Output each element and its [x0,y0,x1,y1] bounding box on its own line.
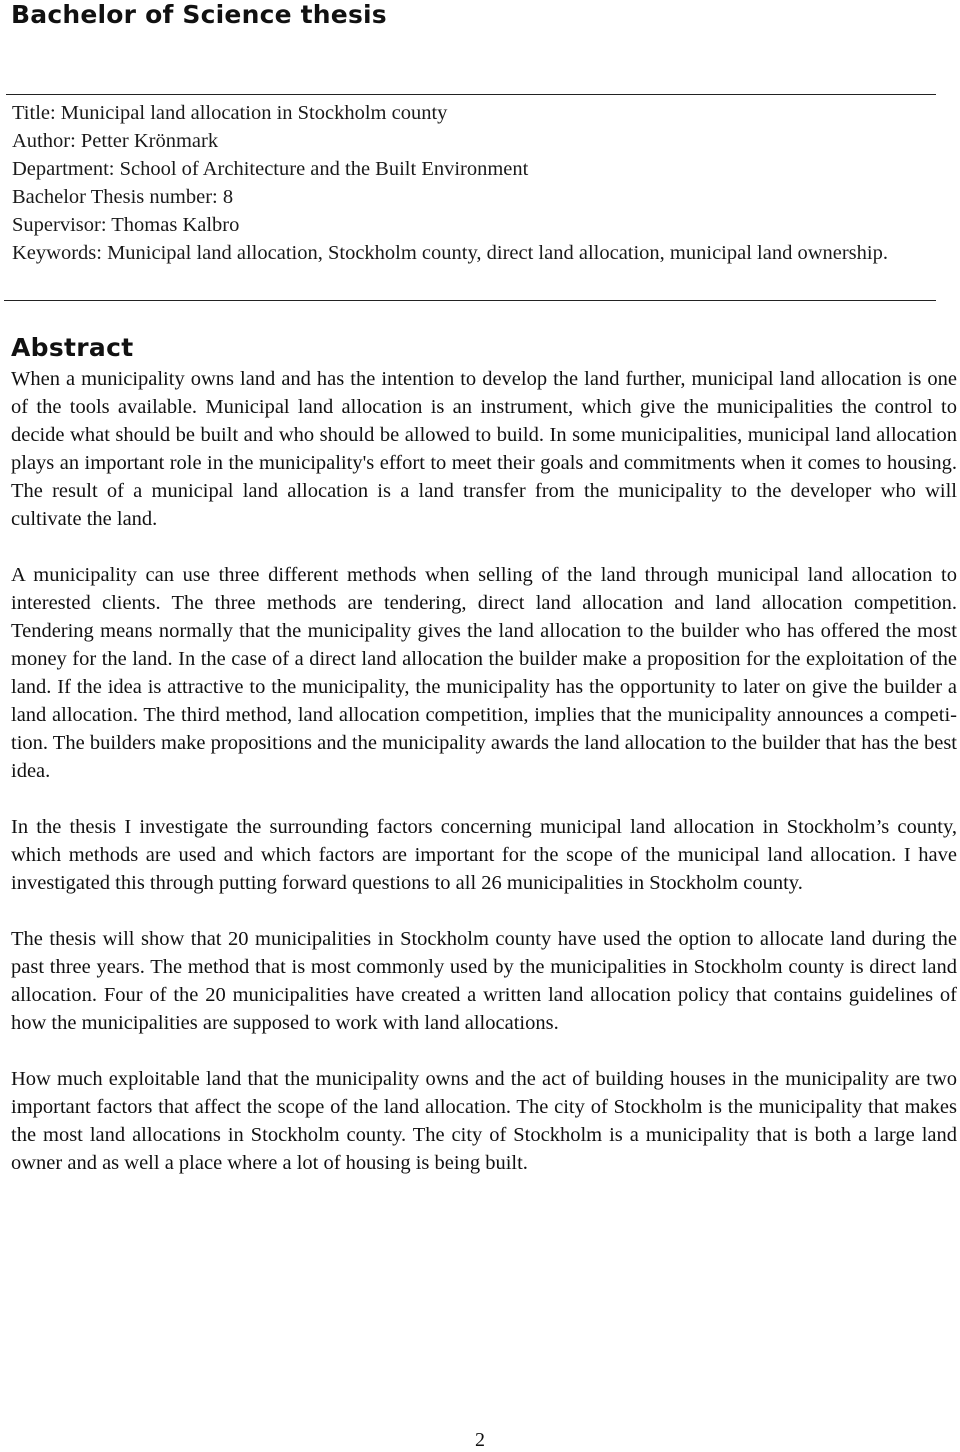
thesis-metadata [12,99,912,267]
meta-supervisor: Supervisor: Thomas Kalbro [12,214,240,236]
page-number: 2 [475,1429,485,1451]
abstract-body [11,365,957,1205]
meta-keywords: Keywords: Municipal land allocation, Stockholm county, direct land allocation, municipal land ownership. [12,242,888,264]
abstract-paragraph: How much exploitable land that the municipality owns and the act of building houses in the municipality are two important factors that affect the scope of the land allocation. The city of Stockholm is the municipality that makes the most land allocations in Stockholm county. The city of Stockholm is a municipality that is both a large land owner and as well a place where a lot of housing is being built. [11,1068,957,1174]
bottom-divider [4,300,936,301]
abstract-paragraph: The thesis will show that 20 municipalities in Stockholm county have used the option to allocate land during the past three years. The method that is most commonly used by the municipalities in Stockholm county is direct land allocation. Four of the 20 municipalities have created a written land allocation policy that contains guidelines of how the municipalities are supposed to work with land allocations. [11,928,957,1034]
abstract-paragraph: In the thesis I investigate the surrounding factors concerning municipal land allocation in Stockholm’s county, which methods are used and which factors are important for the scope of the municipal land allocation. I have investigated this through putting forward questions to all 26 municipalities in Stockholm county. [11,816,957,894]
document-title: Bachelor of Science thesis [11,0,387,29]
meta-department: Department: School of Architecture and the Built Environment [12,158,529,180]
meta-thesis-number: Bachelor Thesis number: 8 [12,186,234,208]
meta-title: Title: Municipal land allocation in Stockholm county [12,102,448,124]
top-divider [6,94,936,95]
abstract-paragraph: When a municipality owns land and has the intention to develop the land further, municipal land allocation is one of the tools available. Municipal land allocation is an instrument, which give the municipalities the control to decide what should be built and who should be allowed to build. In some municipalities, municipal land allocation plays an important role in the municipality's effort to meet their goals and commitments when it comes to housing. The result of a municipal land allocation is a land transfer from the municipality to the developer who will cultivate the land. [11,368,957,530]
abstract-heading: Abstract [11,333,134,362]
meta-author: Author: Petter Krönmark [12,130,219,152]
abstract-paragraph: A municipality can use three different methods when selling of the land through municipal land allocation to interested clients. The three methods are tendering, direct land allocation and land allocation competition. Tendering means normally that the municipality gives the land allocation to the builder who has offered the most money for the land. In the case of a direct land allocation the builder make a proposition for the exploitation of the land. If the idea is attractive to the municipality, the municipality has the opportunity to later on give the builder a land allocation. The third method, land allocation competition, implies that the municipality announces a competition. The builders make propositions and the municipality awards the land allocation to the builder that has the best idea. [11,564,957,782]
